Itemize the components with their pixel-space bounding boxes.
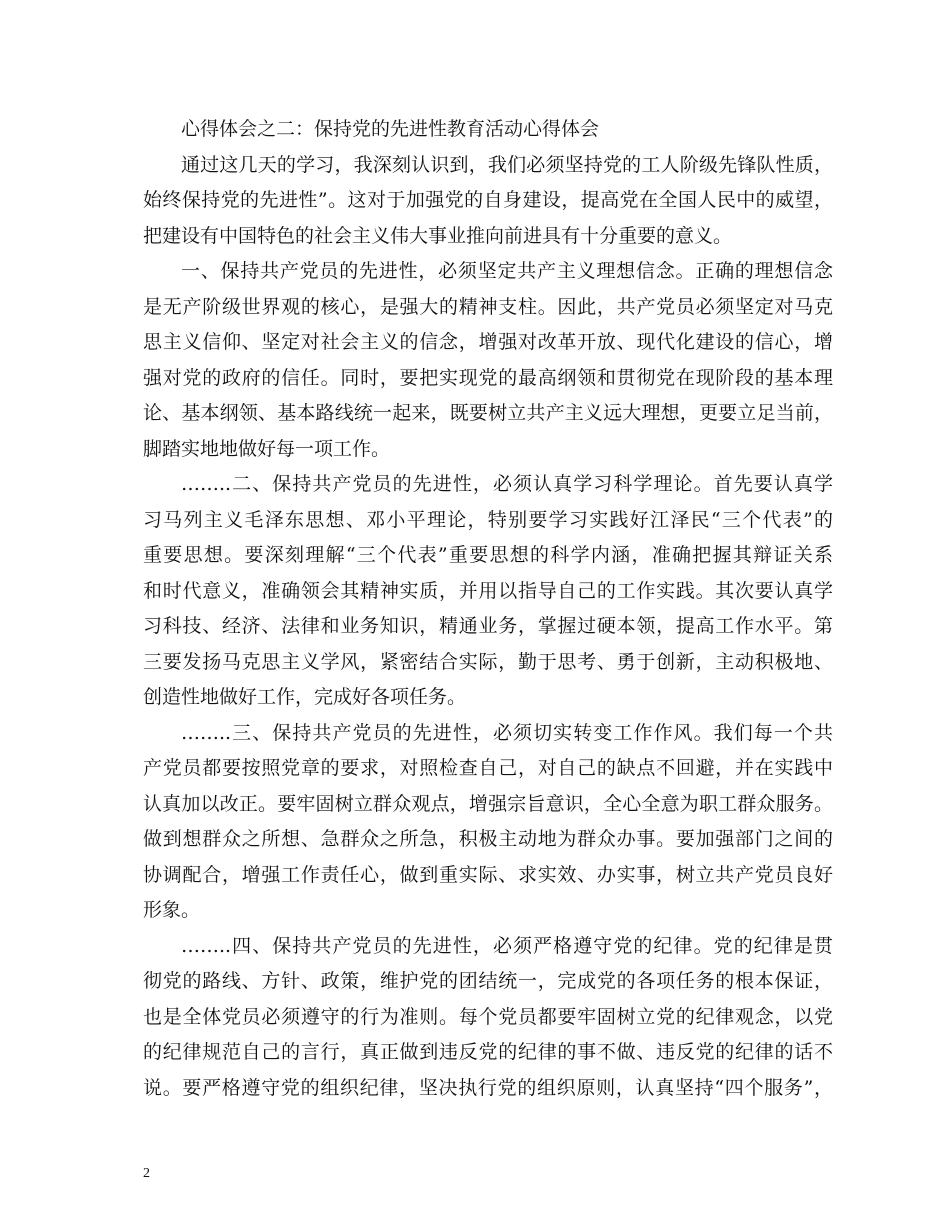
paragraph-4-line-5: 协调配合，增强工作责任心，做到重实际、求实效、办实事，树立共产党员良好	[143, 863, 833, 886]
paragraph-1-line-1: 通过这几天的学习，我深刻认识到，我们必须坚持党的工人阶级先锋队性质，	[181, 153, 833, 176]
paragraph-3-line-5: 习科技、经济、法律和业务知识，精通业务，掌握过硬本领，提高工作水平。第	[143, 615, 833, 637]
paragraph-1-line-2: 始终保持党的先进性”。这对于加强党的自身建设，提高党在全国人民中的威望，	[143, 189, 833, 211]
paragraph-2-line-3: 思主义信仰、坚定对社会主义的信念，增强对改革开放、现代化建设的信心，增	[143, 331, 833, 353]
heading-line: 心得体会之二：保持党的先进性教育活动心得体会	[181, 118, 600, 140]
paragraph-3-line-4: 和时代意义，准确领会其精神实质，并用以指导自己的工作实践。其次要认真学	[143, 579, 833, 602]
paragraph-3-line-3: 重要思想。要深刻理解“三个代表”重要思想的科学内涵，准确把握其辩证关系	[143, 544, 833, 566]
paragraph-3-line-6: 三要发扬马克思主义学风，紧密结合实际，勤于思考、勇于创新，主动积极地、	[143, 650, 833, 673]
paragraph-4-line-1: ……..三、保持共产党员的先进性，必须切实转变工作作风。我们每一个共	[181, 721, 833, 744]
paragraph-3-line-1: ……..二、保持共产党员的先进性，必须认真学习科学理论。首先要认真学	[181, 473, 833, 495]
paragraph-5-line-3: 也是全体党员必须遵守的行为准则。每个党员都要牢固树立党的纪律观念，以党	[143, 1005, 833, 1028]
paragraph-5-line-1: ……..四、保持共产党员的先进性，必须严格遵守党的纪律。党的纪律是贯	[181, 934, 833, 957]
paragraph-3-line-7: 创造性地做好工作，完成好各项任务。	[143, 686, 467, 708]
paragraph-2-line-4: 强对党的政府的信任。同时，要把实现党的最高纲领和贯彻党在现阶段的基本理	[143, 366, 833, 389]
paragraph-1-line-3: 把建设有中国特色的社会主义伟大事业推向前进具有十分重要的意义。	[143, 224, 733, 247]
paragraph-4-line-6: 形象。	[143, 899, 201, 921]
paragraph-2-line-5: 论、基本纲领、基本路线统一起来，既要树立共产主义远大理想，更要立足当前，	[143, 402, 833, 424]
paragraph-5-line-5: 说。要严格遵守党的组织纪律，坚决执行党的组织原则，认真坚持“四个服务”，	[143, 1076, 833, 1099]
page-number: 2	[143, 1166, 150, 1181]
document-body	[143, 112, 833, 1106]
paragraph-4-line-3: 认真加以改正。要牢固树立群众观点，增强宗旨意识，全心全意为职工群众服务。	[143, 792, 833, 815]
paragraph-5-line-4: 的纪律规范自己的言行，真正做到违反党的纪律的事不做、违反党的纪律的话不	[143, 1041, 833, 1063]
paragraph-2-line-2: 是无产阶级世界观的核心，是强大的精神支柱。因此，共产党员必须坚定对马克	[143, 295, 833, 318]
paragraph-5-line-2: 彻党的路线、方针、政策，维护党的团结统一，完成党的各项任务的根本保证，	[143, 970, 833, 992]
paragraph-2-line-1: 一、保持共产党员的先进性，必须坚定共产主义理想信念。正确的理想信念	[181, 260, 833, 282]
paragraph-4-line-2: 产党员都要按照党章的要求，对照检查自己，对自己的缺点不回避，并在实践中	[143, 757, 833, 779]
paragraph-2-line-6: 脚踏实地地做好每一项工作。	[143, 437, 391, 460]
paragraph-4-line-4: 做到想群众之所想、急群众之所急，积极主动地为群众办事。要加强部门之间的	[143, 828, 833, 850]
paragraph-3-line-2: 习马列主义毛泽东思想、邓小平理论，特别要学习实践好江泽民“三个代表”的	[143, 508, 833, 531]
